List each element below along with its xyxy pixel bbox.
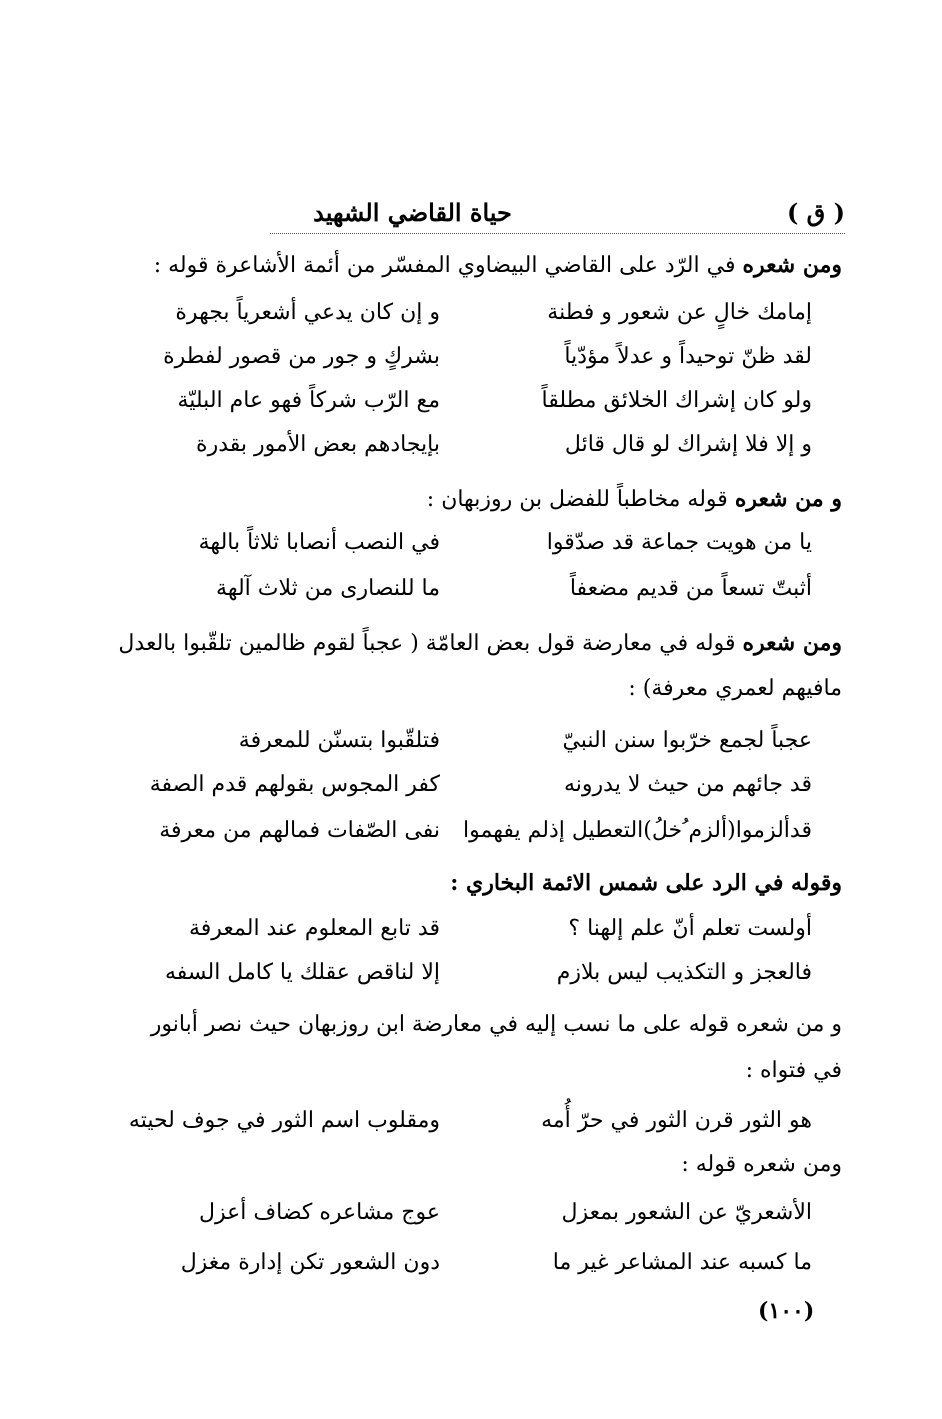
prose-line (82, 1058, 842, 1083)
prose-line (82, 486, 842, 512)
verse-first-hemistich: الأشعريّ عن الشعور بمعزل (561, 1200, 812, 1225)
prose-text: مافيهم لعمري معرفة) : (628, 676, 842, 701)
verse-first-hemistich: إمامك خالٍ عن شعور و فطنة (547, 300, 812, 325)
verse-second-hemistich: ومقلوب اسم الثور في جوف لحيته (128, 1108, 440, 1133)
verse-second-hemistich: مع الرّب شركاً فهو عام البليّة (177, 388, 440, 413)
verse-second-hemistich: نفى الصّفات فمالهم من معرفة (159, 818, 440, 843)
prose-line (82, 870, 842, 896)
verse-second-hemistich: كفر المجوس بقولهم قدم الصفة (149, 772, 440, 797)
verse-second-hemistich: إلا لناقص عقلك يا كامل السفه (164, 960, 440, 985)
verse-first-hemistich: عجباً لجمع خرّبوا سنن النبيّ (562, 728, 812, 753)
prose-text: قوله في معارضة قول بعض العامّة ( عجباً لقوم ظالمين تلقّبوا بالعدل (118, 631, 743, 656)
verse-second-hemistich: دون الشعور تكن إدارة مغزل (180, 1250, 440, 1275)
running-title: حياة القاضي الشهيد (313, 198, 512, 227)
page-number: (١٠٠) (758, 1298, 815, 1324)
verse-first-hemistich: و إلا فلا إشراك لو قال قائل (564, 432, 812, 457)
prose-text: في الرّد على القاضي البيضاوي المفسّر من أئمة الأشاعرة قوله : (153, 253, 743, 278)
prose-line (82, 1152, 842, 1177)
signature-mark: ( ق ) (786, 198, 845, 227)
prose-lead: و من شعره (734, 486, 842, 512)
prose-text: في فتواه : (745, 1058, 842, 1083)
prose-line (82, 252, 842, 278)
prose-lead: ومن شعره (742, 252, 842, 278)
prose-text: قوله مخاطباً للفضل بن روزبهان : (426, 487, 735, 512)
verse-second-hemistich: فتلقّبوا بتسنّن للمعرفة (238, 728, 440, 753)
verse-second-hemistich: ما للنصارى من ثلاث آلهة (216, 576, 440, 601)
prose-line (82, 676, 842, 701)
verse-second-hemistich: بشركٍ و جور من قصور لفطرة (163, 344, 440, 369)
prose-text: ومن شعره قوله : (681, 1152, 842, 1177)
verse-first-hemistich: لقد ظنّ توحيداً و عدلاً مؤدّياً (564, 344, 812, 369)
verse-first-hemistich: ولو كان إشراك الخلائق مطلقاً (541, 388, 812, 413)
verse-first-hemistich: أولست تعلم أنّ علم إلهنا ؟ (568, 916, 812, 941)
verse-first-hemistich: يا من هويت جماعة قد صدّقوا (546, 530, 812, 555)
prose-lead: وقوله في الرد على شمس الائمة البخاري : (450, 870, 842, 896)
verse-second-hemistich: بإيجادهم بعض الأمور بقدرة (196, 432, 440, 457)
running-header (100, 198, 845, 232)
verse-second-hemistich: و إن كان يدعي أشعرياً بجهرة (175, 300, 440, 325)
prose-line (82, 630, 842, 656)
verse-first-hemistich: ما كسبه عند المشاعر غير ما (552, 1250, 812, 1275)
verse-first-hemistich: قد جائهم من حيث لا يدرونه (564, 772, 812, 797)
prose-lead: ومن شعره (742, 630, 842, 656)
prose-text: و من شعره قوله على ما نسب إليه في معارضة ابن روزبهان حيث نصر أبانور (150, 1012, 842, 1037)
header-divider (270, 233, 845, 234)
verse-first-hemistich: هو الثور قرن الثور في حرّ أُمه (541, 1108, 812, 1133)
verse-second-hemistich: في النصب أنصابا ثلاثاً بالهة (198, 530, 440, 555)
verse-first-hemistich: قدألزموا(ألزم ُخلُ)التعطيل إذلم يفهموا (463, 818, 812, 843)
prose-line (82, 1012, 842, 1037)
verse-first-hemistich: فالعجز و التكذيب ليس بلازم (556, 960, 812, 985)
verse-first-hemistich: أثبتّ تسعاً من قديم مضعفاً (569, 576, 812, 601)
verse-second-hemistich: قد تابع المعلوم عند المعرفة (188, 916, 440, 941)
verse-second-hemistich: عوج مشاعره كضاف أعزل (198, 1200, 440, 1225)
